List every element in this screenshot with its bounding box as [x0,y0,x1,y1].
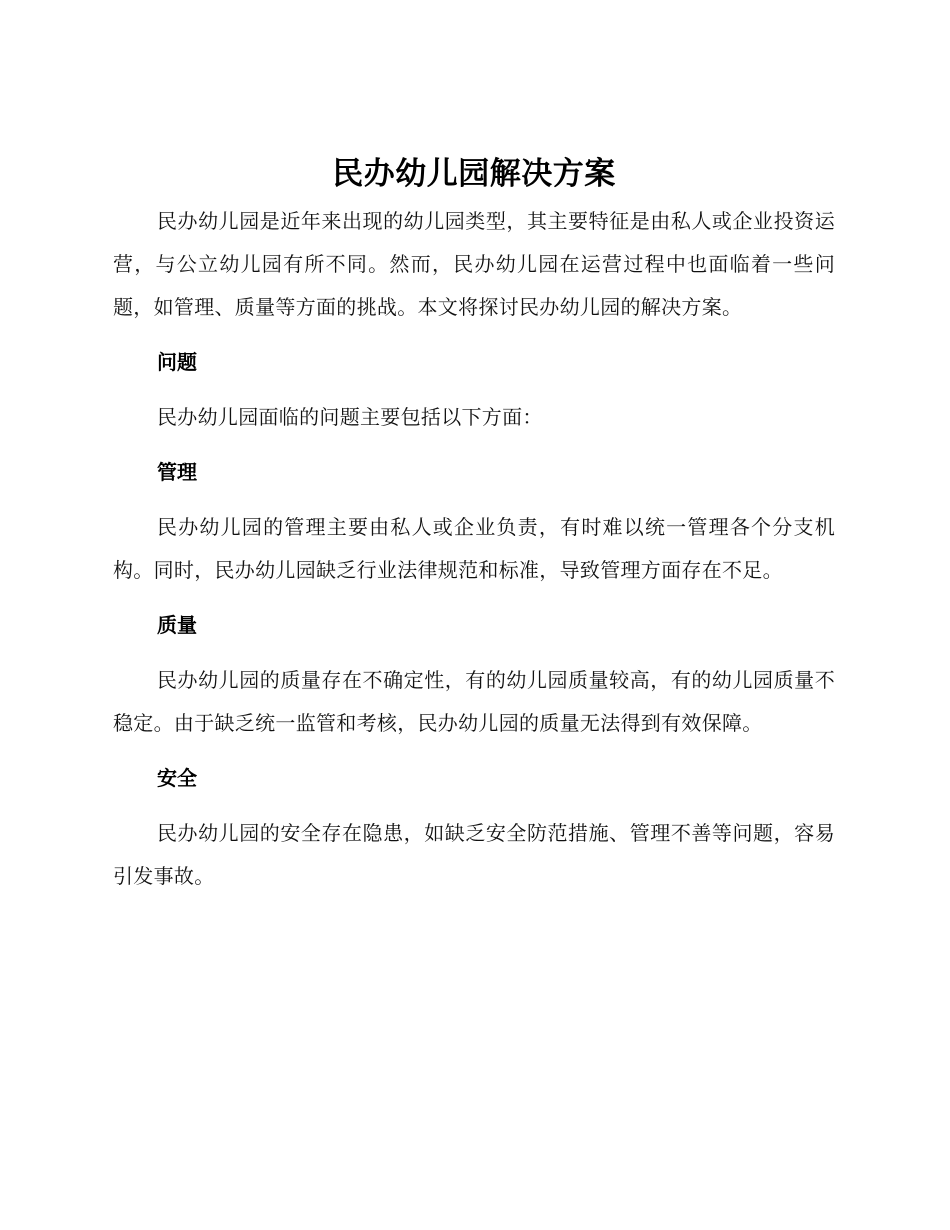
section-heading-problems: 问题 [157,350,197,374]
section-body-management: 民办幼儿园的管理主要由私人或企业负责，有时难以统一管理各个分支机构。同时，民办幼儿园缺乏行业法律规范和标准，导致管理方面存在不足。 [113,515,835,582]
spacer [113,647,835,659]
spacer [113,439,835,451]
spacer [113,592,835,604]
intro-paragraph: 民办幼儿园是近年来出现的幼儿园类型，其主要特征是由私人或企业投资运营，与公立幼儿园有所不同。然而，民办幼儿园在运营过程中也面临着一些问题，如管理、质量等方面的挑战。本文将探讨民办幼儿园的解决方案。 [113,209,835,319]
spacer [113,745,835,757]
section-body-safety: 民办幼儿园的安全存在隐患，如缺乏安全防范措施、管理不善等问题，容易引发事故。 [113,821,835,888]
section-body-quality: 民办幼儿园的质量存在不确定性，有的幼儿园质量较高，有的幼儿园质量不稳定。由于缺乏统一监管和考核，民办幼儿园的质量无法得到有效保障。 [113,668,835,735]
spacer [113,329,835,341]
spacer [113,494,835,506]
section-heading-quality: 质量 [157,613,197,637]
section-heading-management: 管理 [157,460,197,484]
document-body [113,148,835,898]
section-body-problems: 民办幼儿园面临的问题主要包括以下方面： [157,405,543,429]
spacer [113,384,835,396]
spacer [113,800,835,812]
document-title: 民办幼儿园解决方案 [332,156,616,192]
section-heading-safety: 安全 [157,766,197,790]
